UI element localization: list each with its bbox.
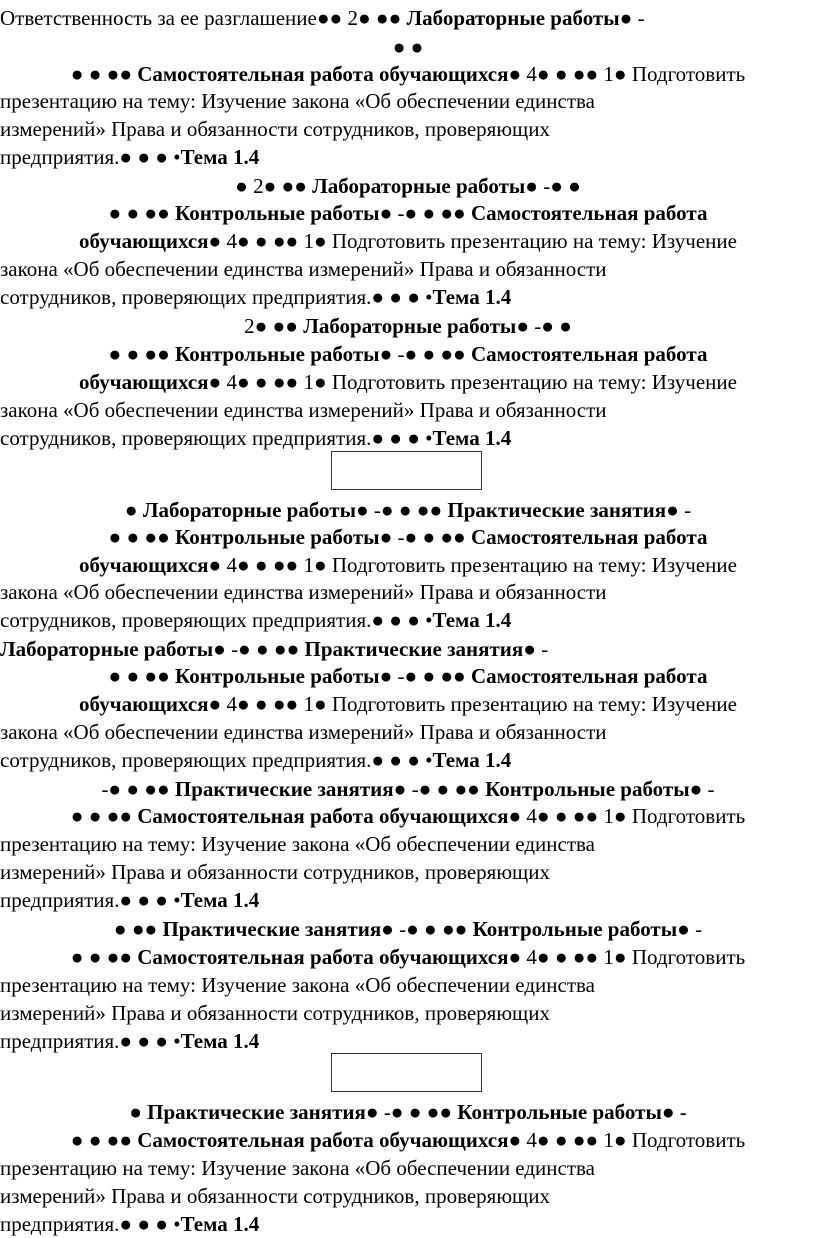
text-segment: - (535, 637, 549, 661)
text-segment: -● ● ●● (392, 664, 471, 688)
text-segment: сотрудников, проверяющих предприятия.● ● ● • (0, 748, 433, 772)
text-segment: ● ● ●● Самостоятельная работа обучающихся● (70, 804, 522, 828)
text-line (0, 915, 816, 943)
text-line (0, 1027, 816, 1055)
text-segment: ● ● ●● Контрольные работы● (108, 342, 393, 366)
text-line (0, 255, 816, 283)
text-segment: Тема 1.4 (180, 1029, 260, 1053)
text-line (0, 858, 816, 886)
empty-frame-2 (331, 1053, 482, 1092)
text-line (0, 971, 816, 999)
text-line (0, 606, 816, 634)
text-segment: ● ● (392, 35, 424, 59)
text-segment: предприятия.● ● ● • (0, 888, 181, 912)
text-segment: 2● ●● (244, 314, 304, 338)
text-segment: ● ● ●● Самостоятельная работа обучающихся● (70, 945, 522, 969)
text-segment: -● ● ●● (392, 342, 471, 366)
text-line (0, 886, 816, 914)
text-segment: 4● ● ●● 1● Подготовить презентацию на тему: Изучение (221, 229, 737, 253)
text-line (0, 802, 816, 830)
text-line (0, 523, 816, 551)
text-line (0, 143, 816, 171)
text-segment: ● Лабораторные работы● (124, 498, 369, 522)
text-segment: - (632, 6, 645, 30)
text-segment: измерений» Права и обязанности сотрудников, проверяющих (0, 117, 550, 141)
text-line (0, 578, 816, 606)
text-segment: - (674, 1100, 687, 1124)
text-segment: измерений» Права и обязанности сотрудников, проверяющих (0, 1001, 550, 1025)
text-line (0, 283, 816, 311)
text-segment: закона «Об обеспечении единства измерений» Права и обязанности (0, 720, 607, 744)
text-segment: - (702, 777, 715, 801)
text-line (0, 115, 816, 143)
text-segment: закона «Об обеспечении единства измерений» Права и обязанности (0, 398, 607, 422)
text-line (0, 1154, 816, 1182)
text-segment: Тема 1.4 (180, 888, 260, 912)
text-segment: 4● ● ●● 1● Подготовить (521, 945, 746, 969)
text-segment: Самостоятельная работа (471, 664, 708, 688)
text-segment: -● ● ●● (392, 201, 471, 225)
text-line (0, 60, 816, 88)
text-segment: презентацию на тему: Изучение закона «Об обеспечении единства (0, 89, 595, 113)
text-segment: - (678, 498, 692, 522)
text-line (0, 368, 816, 396)
text-line (0, 227, 816, 255)
text-segment: 4● ● ●● 1● Подготовить презентацию на тему: Изучение (221, 692, 737, 716)
text-segment: сотрудников, проверяющих предприятия.● ● ● • (0, 285, 433, 309)
text-line (0, 340, 816, 368)
text-line (0, 551, 816, 579)
text-line (0, 1098, 816, 1126)
text-segment: Тема 1.4 (180, 145, 260, 169)
text-segment: 4● ● ●● 1● Подготовить (521, 804, 746, 828)
text-segment: ● ●● Практические занятия● (113, 917, 394, 941)
text-segment: -● ● (529, 314, 572, 338)
text-segment: обучающихся● (79, 229, 222, 253)
text-segment: презентацию на тему: Изучение закона «Об обеспечении единства (0, 973, 595, 997)
text-segment: Лабораторные работы● (303, 314, 529, 338)
text-segment: Ответственность за ее разглашение●● 2● ●● (0, 6, 407, 30)
text-segment: Контрольные работы● (472, 917, 690, 941)
text-segment: Контрольные работы● (457, 1100, 675, 1124)
text-segment: закона «Об обеспечении единства измерений» Права и обязанности (0, 580, 607, 604)
text-line (0, 1126, 816, 1154)
text-line (0, 830, 816, 858)
text-line (0, 396, 816, 424)
text-segment: 4● ● ●● 1● Подготовить презентацию на тему: Изучение (221, 553, 737, 577)
text-line (0, 33, 816, 61)
text-line (0, 943, 816, 971)
text-line (0, 999, 816, 1027)
text-segment: обучающихся● (79, 692, 222, 716)
text-segment: измерений» Права и обязанности сотрудников, проверяющих (0, 860, 550, 884)
text-line (0, 1210, 816, 1238)
text-segment: -● ● ●● (225, 637, 305, 661)
text-segment: - (689, 917, 703, 941)
text-segment: 4● ● ●● 1● Подготовить презентацию на тему: Изучение (221, 370, 737, 394)
text-segment: ● ● ●● Самостоятельная работа обучающихся● (70, 62, 522, 86)
text-segment: ● 2● ●● (235, 174, 313, 198)
text-segment: Лабораторные работы● (312, 174, 538, 198)
text-segment: предприятия.● ● ● • (0, 1029, 181, 1053)
text-segment: -● ● ●● (406, 777, 486, 801)
text-segment: измерений» Права и обязанности сотрудников, проверяющих (0, 1184, 550, 1208)
text-line (0, 496, 816, 524)
text-segment: презентацию на тему: Изучение закона «Об обеспечении единства (0, 1156, 595, 1180)
text-segment: Практические занятия● (304, 637, 536, 661)
text-line (0, 718, 816, 746)
text-segment: обучающихся● (79, 370, 222, 394)
text-segment: сотрудников, проверяющих предприятия.● ● ● • (0, 608, 433, 632)
text-line (0, 746, 816, 774)
text-segment: закона «Об обеспечении единства измерений» Права и обязанности (0, 257, 607, 281)
text-line (0, 424, 816, 452)
text-segment: предприятия.● ● ● • (0, 1212, 181, 1236)
text-line (0, 312, 816, 340)
text-segment: -● ● ●● (393, 917, 473, 941)
text-line (0, 775, 816, 803)
text-segment: Лабораторные работы● (406, 6, 633, 30)
text-segment: ● ● ●● Контрольные работы● (108, 664, 393, 688)
text-line (0, 1182, 816, 1210)
text-segment: Практические занятия● (447, 498, 679, 522)
text-segment: 4● ● ●● 1● Подготовить (521, 1128, 746, 1152)
text-segment: Лабораторные работы● (0, 637, 226, 661)
text-segment: -● ● ●● (101, 777, 175, 801)
text-segment: Тема 1.4 (180, 1212, 260, 1236)
text-segment: 4● ● ●● 1● Подготовить (521, 62, 746, 86)
text-segment: -● ● (537, 174, 581, 198)
text-segment: Практические занятия● (174, 777, 407, 801)
text-segment: ● ● ●● Контрольные работы● (108, 201, 393, 225)
text-line (0, 172, 816, 200)
text-line (0, 635, 816, 663)
text-line (0, 87, 816, 115)
text-segment: -● ● ●● (368, 498, 448, 522)
text-segment: ● Практические занятия● (129, 1100, 379, 1124)
text-segment: презентацию на тему: Изучение закона «Об обеспечении единства (0, 832, 595, 856)
text-segment: Самостоятельная работа (471, 525, 708, 549)
text-segment: обучающихся● (79, 553, 222, 577)
text-segment: ● ● ●● Самостоятельная работа обучающихся● (70, 1128, 522, 1152)
text-segment: Тема 1.4 (432, 426, 512, 450)
text-segment: Самостоятельная работа (471, 201, 708, 225)
text-line (0, 199, 816, 227)
empty-frame-1 (331, 451, 482, 490)
text-segment: Самостоятельная работа (471, 342, 708, 366)
text-line (0, 690, 816, 718)
text-segment: ● ● ●● Контрольные работы● (108, 525, 393, 549)
text-line (0, 4, 816, 32)
text-segment: Контрольные работы● (485, 777, 703, 801)
text-segment: Тема 1.4 (432, 285, 512, 309)
text-segment: сотрудников, проверяющих предприятия.● ● ● • (0, 426, 433, 450)
text-segment: -● ● ●● (392, 525, 471, 549)
text-segment: Тема 1.4 (432, 748, 512, 772)
text-segment: Тема 1.4 (432, 608, 512, 632)
text-line (0, 662, 816, 690)
text-segment: предприятия.● ● ● • (0, 145, 181, 169)
text-segment: -● ● ●● (378, 1100, 458, 1124)
